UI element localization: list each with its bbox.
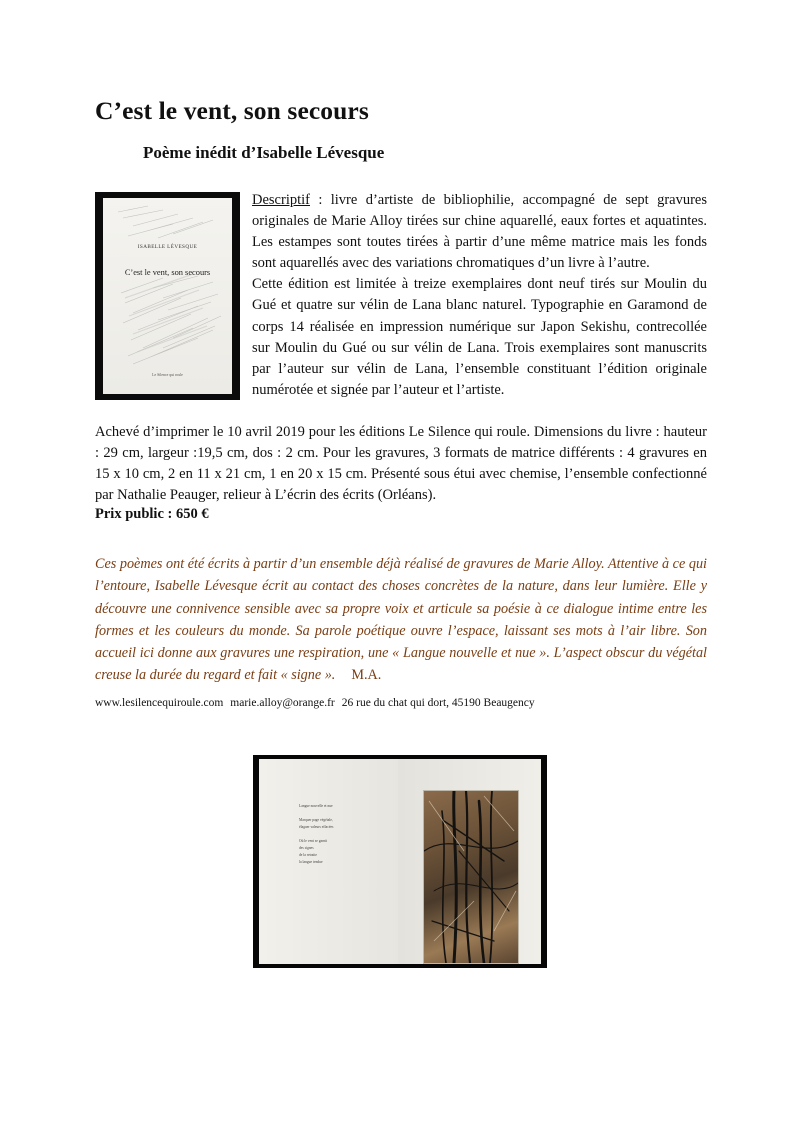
left-page [259,759,398,964]
poem-line [299,810,379,817]
cover-author: ISABELLE LÉVESQUE [137,244,198,250]
cover-title: C’est le vent, son secours [124,268,211,277]
engraving-strokes [424,791,518,963]
website-link[interactable]: www.lesilencequiroule.com [95,697,224,709]
description-block [252,190,707,401]
page-subtitle: Poème inédit d’Isabelle Lévesque [143,143,385,162]
poem-lines [299,803,379,866]
quote-signature: M.A. [351,667,382,684]
description-paragraph-2: Cette édition est limitée à treize exemplaires dont neuf tirés sur Moulin du Gué et quatre sur vélin de Lana blanc naturel. Typographie en Garamond de corps 14 réalisée en impression numérique sur Japon Sekishu, contrecollée sur Moulin du Gué ou sur vélin de Lana. Trois exemplaires sont manuscrits par l’auteur sur vélin de Lana, l’ensemble constituant l’édition originale numérotée et signée par l’auteur et l’artiste. [252,276,707,398]
poem-line: la langue tendue [299,860,323,864]
engraving-print [423,790,519,964]
description-label: Descriptif [252,192,310,208]
right-page [398,759,541,964]
book-cover-image [95,192,240,400]
cover-publisher: Le Silence qui roule [152,373,183,377]
cover-page [103,198,232,394]
poem-line [299,831,379,838]
quote-block [95,553,707,687]
quote-text: Ces poèmes ont été écrits à partir d’un ensemble déjà réalisé de gravures de Marie Alloy. Attentive à ce qui l’entoure, Isabelle Lévesque écrit au contact des choses concrètes de la nature, dans leur lumière. Elle y découvre une connivence sensible avec sa propre voix et articule sa poésie à ce dialogue intime entre les formes et les couleurs du monde. Sa parole poétique ouvre l’espace, laissant ses mots à l’air libre. Son accueil ici donne aux gravures une respiration, une « Langue nouvelle et nue ». L’aspect obscur du végétal creuse la durée du regard et fait « signe ». [95,556,707,684]
price: Prix public : 650 € [95,506,209,522]
poem-line: de la retraite [299,853,317,857]
description-separator: : [309,192,331,208]
open-book-image [253,755,547,968]
poem-line: élaguer valeurs effacées [299,825,334,829]
description-text-1: livre d’artiste de bibliophilie, accompagné de sept gravures originales de Marie Alloy tirées sur chine aquarellé, eaux fortes et aquatintes. Les estampes sont toutes tirées à partir d’une même matrice mais les fonds sont aquarellés avec des variations chromatiques d’un livre à l’autre. [252,192,707,272]
cover-engraving-marks [103,198,232,394]
contact-footer [95,697,715,709]
address: 26 rue du chat qui dort, 45190 Beaugency [341,697,535,709]
poem-line: Où le vent se garnit [299,839,328,843]
email-link[interactable]: marie.alloy@orange.fr [230,697,335,709]
description-paragraph-1 [252,190,707,274]
description-paragraph-3: Achevé d’imprimer le 10 avril 2019 pour les éditions Le Silence qui roule. Dimensions du livre : hauteur : 29 cm, largeur :19,5 cm, dos : 2 cm. Pour les gravures, 3 formats de matrice différents : 4 gravures en 15 x 10 cm, 2 en 11 x 21 cm, 1 en 20 x 15 cm. Présenté sous étui avec chemise, l’ensemble confectionné par Nathalie Peauger, relieur à L’écrin des écrits (Orléans). [95,424,707,504]
poem-line: des signes [299,846,314,850]
poem-line: Langue nouvelle et nue [299,804,333,808]
page-title: C’est le vent, son secours [95,96,369,125]
poem-line: Marquer page végétale, [299,818,333,822]
